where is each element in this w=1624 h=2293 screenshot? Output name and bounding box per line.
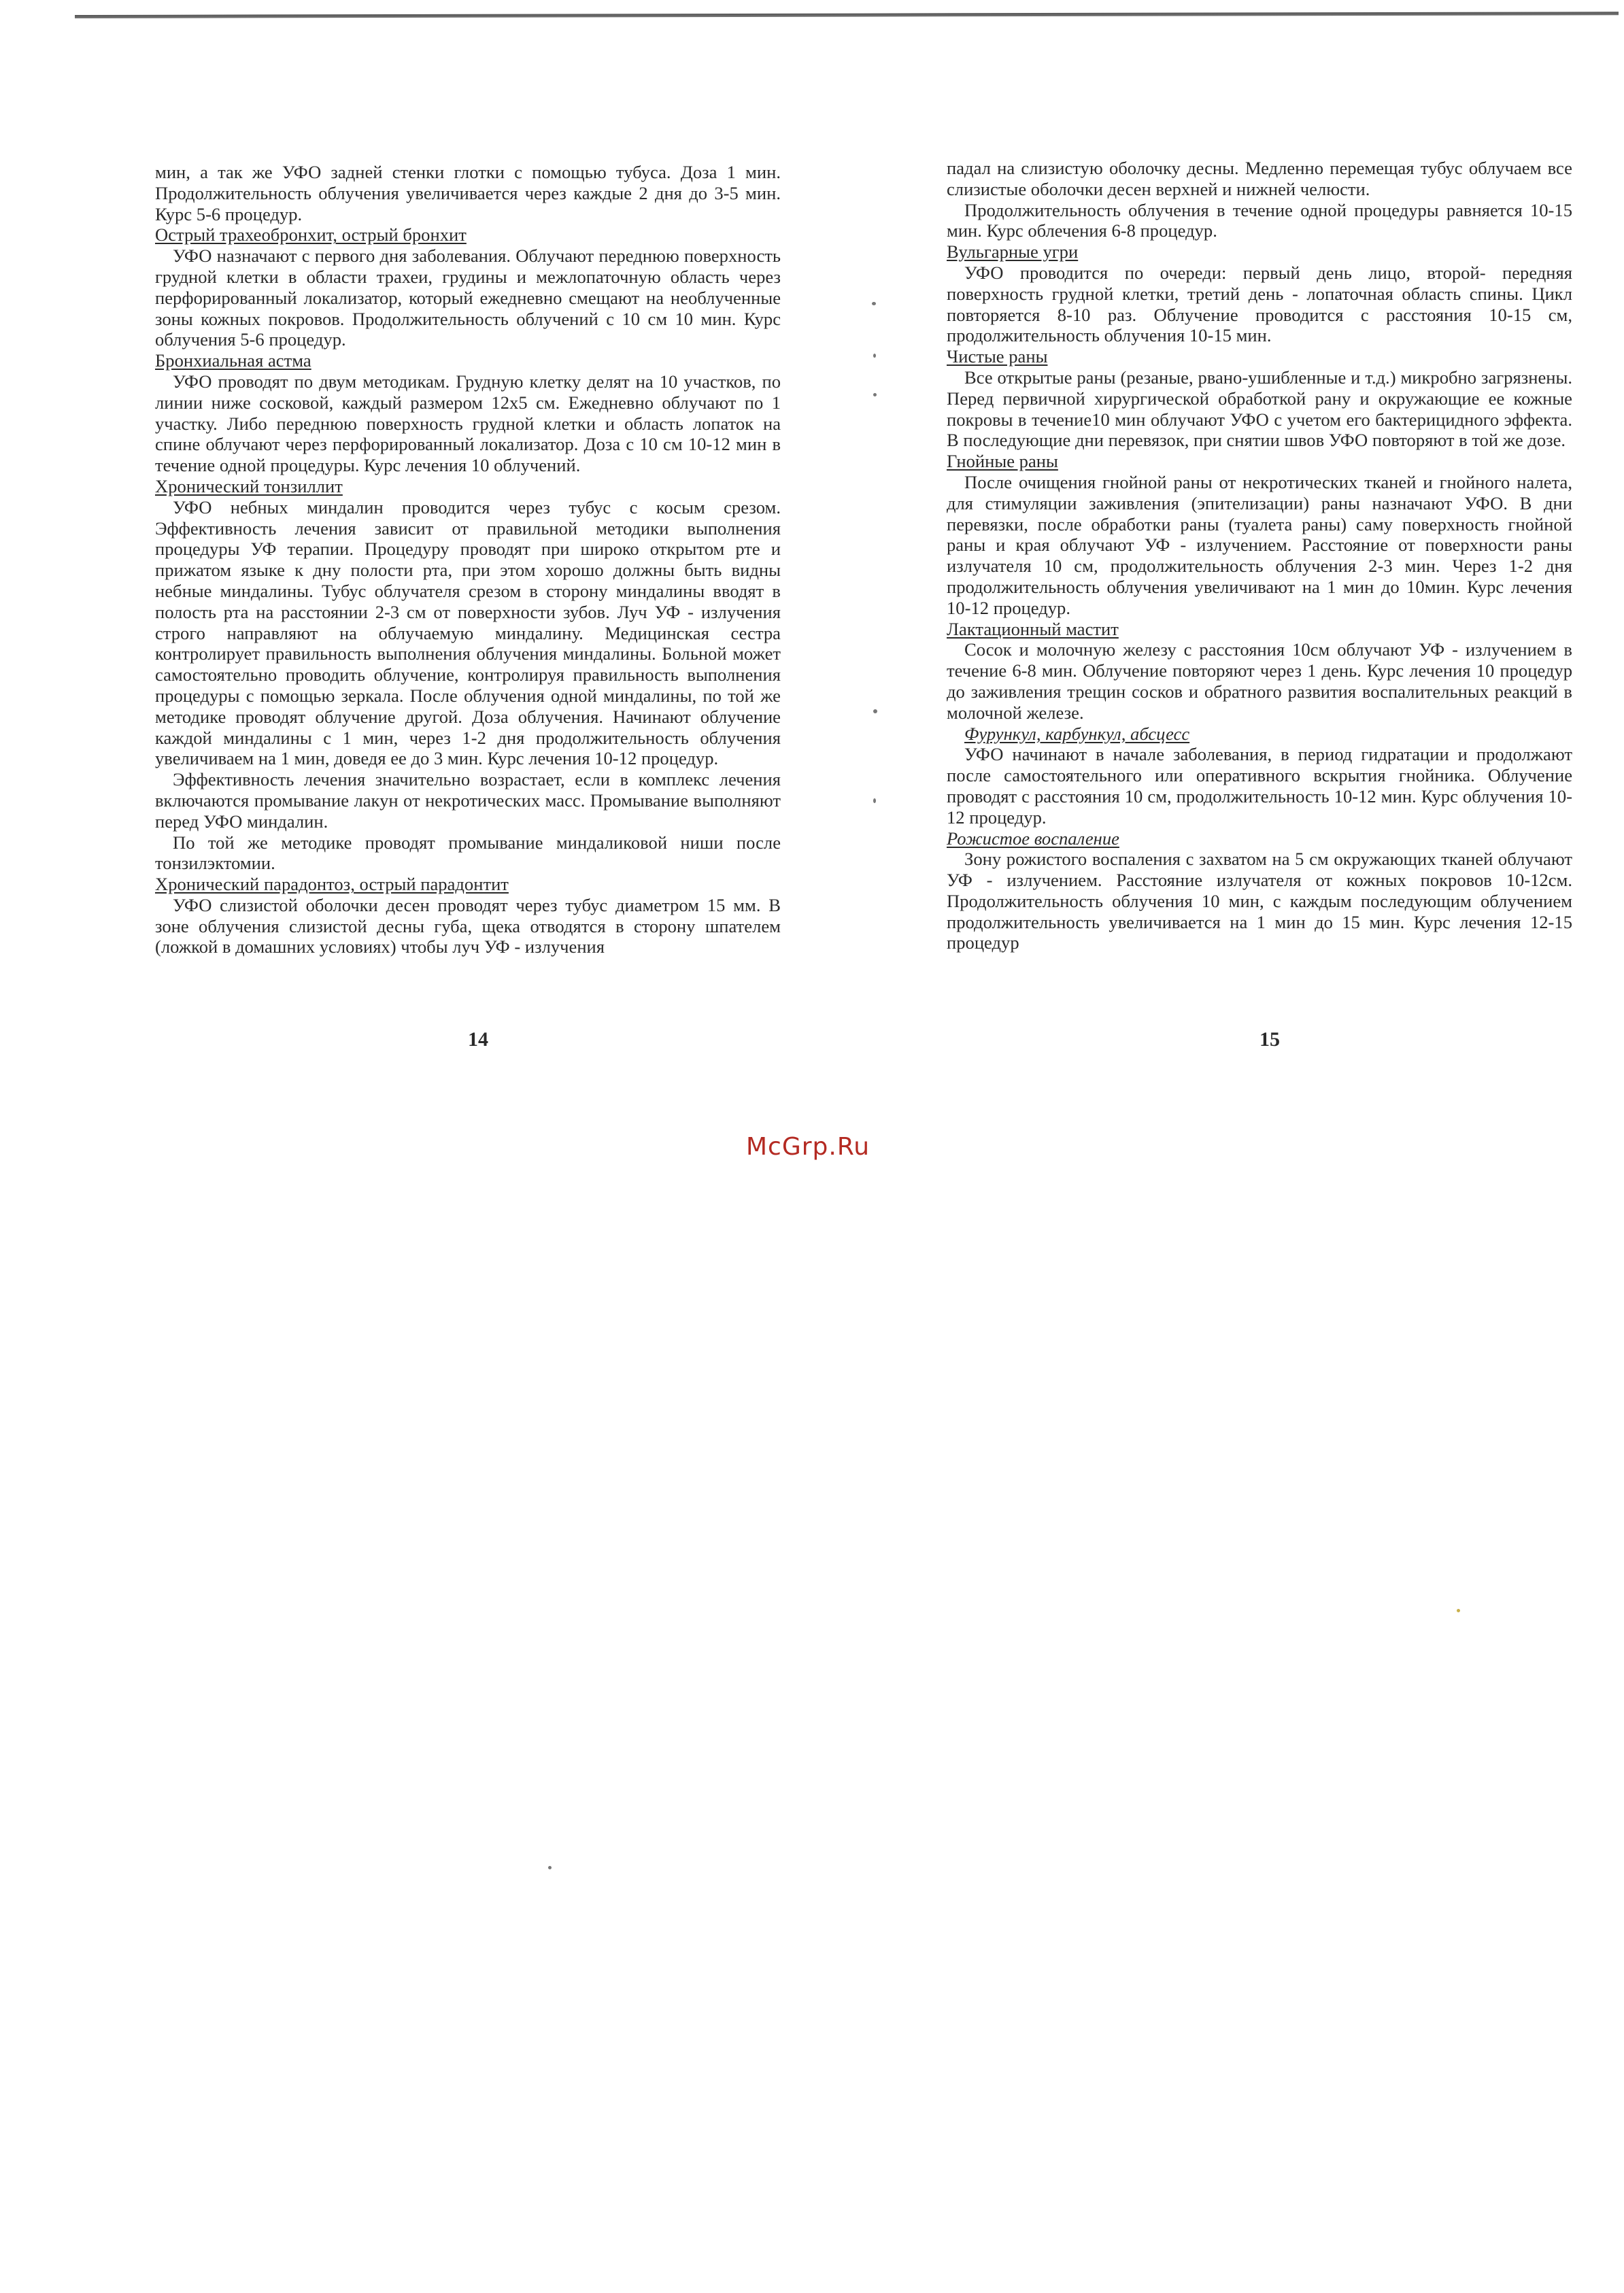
paragraph: По той же методике проводят промывание миндаликовой ниши после тонзилэктомии. xyxy=(155,832,781,874)
scan-speck xyxy=(873,798,876,803)
section-heading: Вульгарные угри xyxy=(947,241,1079,262)
paragraph: падал на слизистую оболочку десны. Медленно перемещая тубус облучаем все слизистые оболочки десен верхней и нижней челюсти. xyxy=(947,158,1572,199)
paragraph: После очищения гнойной раны от некротических тканей и гнойного налета, для стимуляции заживления (эпителизации) раны назначают УФО. В дни перевязки, после обработки раны (туалета раны) саму поверхность гнойной раны и края облучают УФ - излучением. Расстояние от поверхности раны излучателя 10 см, продолжительность облучения 2-3 мин. Через 1-2 дня продолжительность облучения увеличивают на 1 мин до 10мин. Курс лечения 10-12 процедур. xyxy=(947,471,1572,618)
page-15-text xyxy=(947,158,1572,953)
paragraph: УФО проводят по двум методикам. Грудную клетку делят на 10 участков, по линии ниже сосковой, каждый размером 12х5 см. Ежедневно облучают по 1 участку. Либо переднюю поверхность грудной клетки и область лопаток на спине облучают через перфорированный локализатор. Доза с 10 см 10-12 мин в течение одной процедуры. Курс лечения 10 облучений. xyxy=(155,371,781,476)
section-heading: Чистые раны xyxy=(947,346,1048,367)
scan-speck xyxy=(873,709,877,713)
section-heading: Лактационный мастит xyxy=(947,618,1119,639)
section-heading: Бронхиальная астма xyxy=(155,350,311,371)
paragraph: УФО проводится по очереди: первый день лицо, второй- передняя поверхность грудной клетки, третий день - лопаточная область спины. Цикл повторяется 8-10 раз. Облучение проводится с расстояния 10-15 см, продолжительность облучения 10-15 мин. xyxy=(947,262,1572,346)
paragraph: Все открытые раны (резаные, рвано-ушибленные и т.д.) микробно загрязнены. Перед первичной хирургической обработкой рану и окружающие ее кожные покровы в течение10 мин облучают УФО с учетом его бактерицидного эффекта. В последующие дни перевязок, при снятии швов УФО повторяют в той же дозе. xyxy=(947,367,1572,451)
section-heading: Хронический парадонтоз, острый парадонтит xyxy=(155,874,509,895)
paragraph: Продолжительность облучения в течение одной процедуры равняется 10-15 мин. Курс облечения 6-8 процедур. xyxy=(947,199,1572,241)
paragraph: УФО слизистой оболочки десен проводят через тубус диаметром 15 мм. В зоне облучения слизистой десны губа, щека отводятся в сторону шпателем (ложкой в домашних условиях) чтобы луч УФ - излучения xyxy=(155,894,781,957)
scan-speck xyxy=(872,302,876,305)
section-heading: Гнойные раны xyxy=(947,451,1058,472)
scan-speck xyxy=(873,393,877,396)
paragraph: Зону рожистого воспаления с захватом на 5 см окружающих тканей облучают УФ - излучением. Расстояние излучателя от кожных покровов 10-12см. Продолжительность облучения 10 мин, с каждым последующим облучением продолжительность увеличивается на 1 мин до 15 мин. Курс лечения 12-15 процедур xyxy=(947,849,1572,953)
paragraph: УФО небных миндалин проводится через тубус с косым срезом. Эффективность лечения зависит от правильной методики выполнения процедуры УФ терапии. Процедуру проводят при широко открытом рте и прижатом языке к дну полости рта, при этом хорошо должны быть видны небные миндалины. Тубус облучателя срезом в сторону миндалины вводят в полость рта на расстоянии 2-3 см от поверхности зубов. Луч УФ - излучения строго направляют на облучаемую миндалину. Медицинская сестра контролирует правильность выполнения облучения миндалины. Больной может самостоятельно проводить облучение, контролируя правильность выполнения процедуры с помощью зеркала. После облучения одной миндалины, по той же методике проводят облучение другой. Доза облучения. Начинают облучение каждой миндалины с 1 мин, через 1-2 дня продолжительность облучения увеличиваем на 1 мин, доведя ее до 3 мин. Курс лечения 10-12 процедур. xyxy=(155,496,781,769)
paragraph: Эффективность лечения значительно возрастает, если в комплекс лечения включаются промывание лакун от некротических масс. Промывание выполняют перед УФО миндалин. xyxy=(155,769,781,832)
paragraph: Сосок и молочную железу с расстояния 10см облучают УФ - излучением в течение 6-8 мин. Облучение повторяют через 1 день. Курс лечения 10 процедур до заживления трещин сосков и обратного развития воспалительных реакций в молочной железе. xyxy=(947,639,1572,723)
section-heading: Рожистое воспаление xyxy=(947,828,1119,849)
paragraph: УФО начинают в начале заболевания, в период гидратации и продолжают после самостоятельного или оперативного вскрытия гнойника. Облучение проводят с расстояния 10 см, продолжительность 10-12 мин. Курс облучения 10-12 процедур. xyxy=(947,744,1572,828)
scan-speck xyxy=(1457,1609,1460,1612)
section-heading: Хронический тонзиллит xyxy=(155,475,343,496)
page-number-14: 14 xyxy=(468,1028,488,1051)
paragraph: мин, а так же УФО задней стенки глотки с помощью тубуса. Доза 1 мин. Продолжительность облучения увеличивается через каждые 2 дня до 3-5 мин. Курс 5-6 процедур. xyxy=(155,162,781,224)
page-number-15: 15 xyxy=(1259,1028,1280,1051)
watermark: McGrp.Ru xyxy=(746,1133,870,1161)
top-edge-line xyxy=(75,12,1619,18)
page-14-text xyxy=(155,162,781,957)
scan-speck xyxy=(873,354,876,358)
section-heading: Острый трахеобронхит, острый бронхит xyxy=(155,224,467,245)
section-heading: Фурункул, карбункул, абсцесс xyxy=(964,723,1190,744)
paragraph: УФО назначают с первого дня заболевания. Облучают переднюю поверхность грудной клетки в области трахеи, грудины и межлопаточную область через перфорированный локализатор, который ежедневно смещают на необлученные зоны кожных покровов. Продолжительность облучений с 10 см 10 мин. Курс облучения 5-6 процедур. xyxy=(155,245,781,350)
scan-speck xyxy=(548,1866,552,1869)
